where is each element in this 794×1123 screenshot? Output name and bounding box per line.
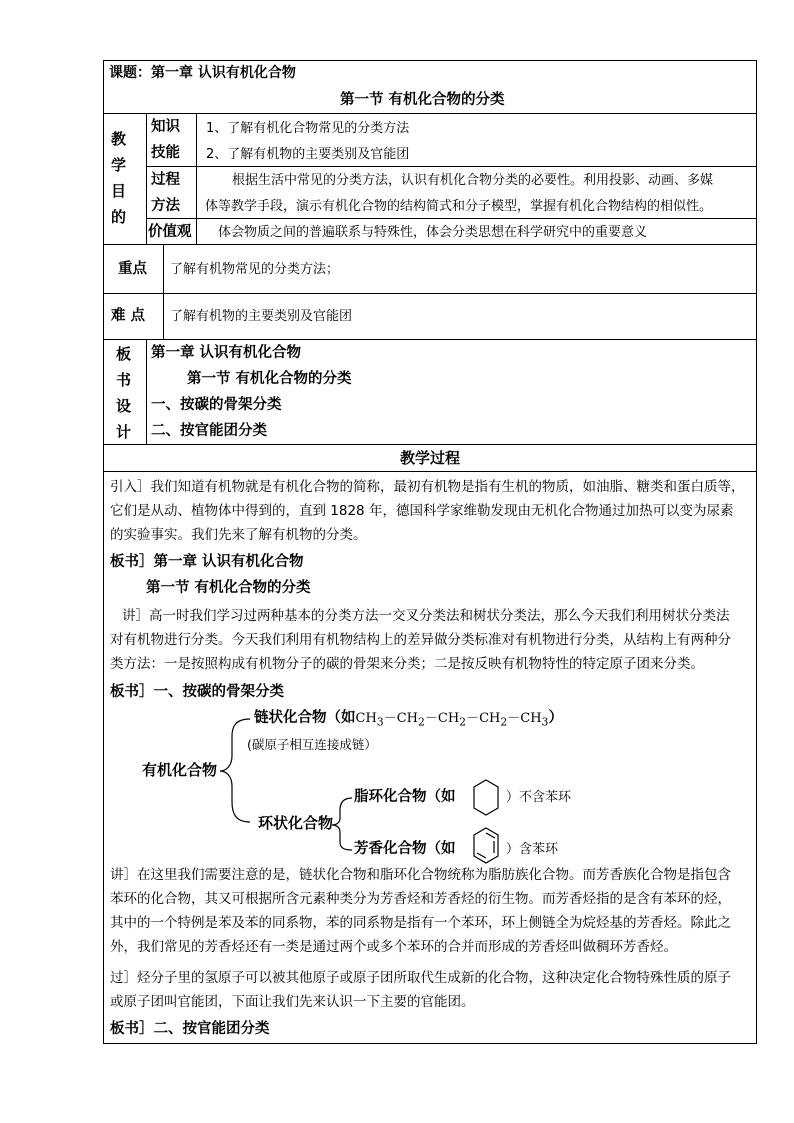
lesson-topic: 课题：第一章 认识有机化合物	[109, 65, 296, 81]
objectives-char: 目	[111, 182, 127, 200]
key-point-text: 了解有机物常见的分类方法；	[170, 262, 340, 277]
transition-paragraph	[110, 966, 750, 1014]
chain-note: (碳原子相互连接成链）	[247, 737, 377, 752]
board-note: 第一节 有机化合物的分类	[146, 580, 311, 596]
chain-label: 链状化合物（如	[254, 710, 356, 726]
objectives-char: 教	[111, 130, 127, 148]
values-text: 体会物质之间的普遍联系与特殊性，体会分类思想在科学研究中的重要意义	[218, 225, 648, 240]
root-node: 有机化合物	[142, 761, 218, 779]
transition-line: 过］烃分子里的氢原子可以被其他原子或原子团所取代生成新的化合物，这种决定化合物特殊性质的原子	[110, 970, 731, 986]
intro-line: 它们是从动、植物体中得到的，直到 1828 年，德国科学家维勒发现由无机化合物通过加热可以变为尿素	[110, 503, 734, 519]
formula-part: CH	[355, 711, 377, 726]
formula-sub: 2	[459, 715, 467, 729]
board-line: 第一章 认识有机化合物	[151, 345, 302, 361]
intro-line: 的实验事实。我们先来了解有机物的分类。	[110, 527, 367, 543]
board-note: 板书］第一章 认识有机化合物	[110, 554, 304, 570]
talk-line: 讲］高一时我们学习过两种基本的分类方法一交叉分类法和树状分类法，那么今天我们利用树状分类法	[122, 608, 730, 624]
formula-sub: 2	[500, 715, 508, 729]
difficulty-text: 了解有机物的主要类别及官能团	[170, 309, 353, 324]
ring-node: 环状化合物	[258, 814, 334, 832]
board-char: 计	[116, 423, 132, 441]
formula-part: －CH	[466, 711, 501, 726]
knowledge-label: 技能	[151, 145, 180, 161]
talk-paragraph-2	[110, 863, 750, 959]
talk-line: 苯环的化合物，其又可根据所含元素种类分为芳香烃和芳香烃的衍生物。而芳香烃指的是含有苯环的烃，	[110, 891, 731, 907]
board-char: 设	[116, 397, 132, 415]
formula-sub: 3	[376, 715, 384, 729]
knowledge-label: 知识	[151, 119, 180, 135]
main-brace	[220, 719, 250, 822]
aromatic-node: 芳香化合物（如	[354, 841, 456, 857]
process-title: 教学过程	[400, 449, 461, 467]
chain-node	[254, 711, 563, 728]
board-line: 一、按碳的骨架分类	[151, 397, 282, 413]
talk-line: 对有机物进行分类。今天我们利用有机物结构上的差异做分类标准对有机物进行分类，从结构上有两种分	[110, 632, 731, 648]
formula-sub: 3	[541, 715, 549, 729]
formula-part: －CH	[424, 711, 460, 726]
board-char: 书	[116, 371, 132, 389]
board-char: 板	[116, 345, 132, 363]
board-note: 板书］二、按官能团分类	[110, 1021, 270, 1037]
process-text: 根据生活中常见的分类方法，认识有机化合物分类的必要性。利用投影、动画、多媒	[232, 173, 714, 188]
objectives-char: 的	[111, 208, 127, 226]
lesson-section: 第一节 有机化合物的分类	[340, 92, 505, 108]
process-label: 方法	[151, 198, 180, 214]
talk-line: 其中的一个特例是苯及苯的同系物，苯的同系物是指有一个苯环，环上侧链全为烷烃基的芳香烃。除此之	[110, 915, 731, 931]
aromatic-note: ）含苯环	[506, 842, 559, 857]
alicyclic-node: 脂环化合物（如	[354, 789, 456, 805]
chain-formula	[355, 710, 563, 729]
board-note: 板书］一、按碳的骨架分类	[110, 684, 284, 700]
talk-line: 类方法：一是按照构成有机物分子的碳的骨架来分类；二是按反映有机物特性的特定原子团来分类。	[110, 656, 704, 672]
board-line: 第一节 有机化合物的分类	[187, 371, 352, 387]
benzene-double-bond	[477, 853, 486, 858]
knowledge-item: 2、了解有机物的主要类别及官能团	[206, 147, 410, 162]
cyclohexane-icon	[474, 780, 498, 815]
objectives-char: 学	[111, 156, 127, 174]
board-line: 二、按官能团分类	[151, 423, 267, 439]
intro-line: 引入］我们知道有机物就是有机化合物的简称，最初有机物是指有生机的物质，如油脂、糖类和蛋白质等，	[110, 479, 745, 495]
sub-brace	[332, 798, 352, 850]
transition-line: 或原子团叫官能团，下面让我们先来认识一下主要的官能团。	[110, 994, 475, 1010]
formula-part: ）	[548, 710, 563, 726]
process-text: 体等教学手段，演示有机化合物的结构简式和分子模型，掌握有机化合物结构的相似性。	[205, 199, 713, 214]
talk-line: 外，我们常见的芳香烃还有一类是通过两个或多个苯环的合并而形成的芳香烃叫做稠环芳香烃。	[110, 939, 677, 955]
benzene-double-bond	[486, 833, 495, 838]
difficulty-label: 难 点	[111, 308, 146, 324]
talk-line: 讲］在这里我们需要注意的是，链状化合物和脂环化合物统称为脂肪族化合物。而芳香族化合物是指包含	[110, 867, 731, 883]
formula-sub: 2	[417, 715, 425, 729]
values-label: 价值观	[148, 224, 192, 240]
key-point-label: 重点	[118, 261, 147, 277]
formula-part: －CH	[383, 711, 418, 726]
alicyclic-note: ）不含苯环	[506, 790, 572, 805]
formula-part: －CH	[507, 711, 542, 726]
knowledge-item: 1、了解有机化合物常见的分类方法	[206, 121, 410, 136]
process-label: 过程	[151, 172, 180, 188]
